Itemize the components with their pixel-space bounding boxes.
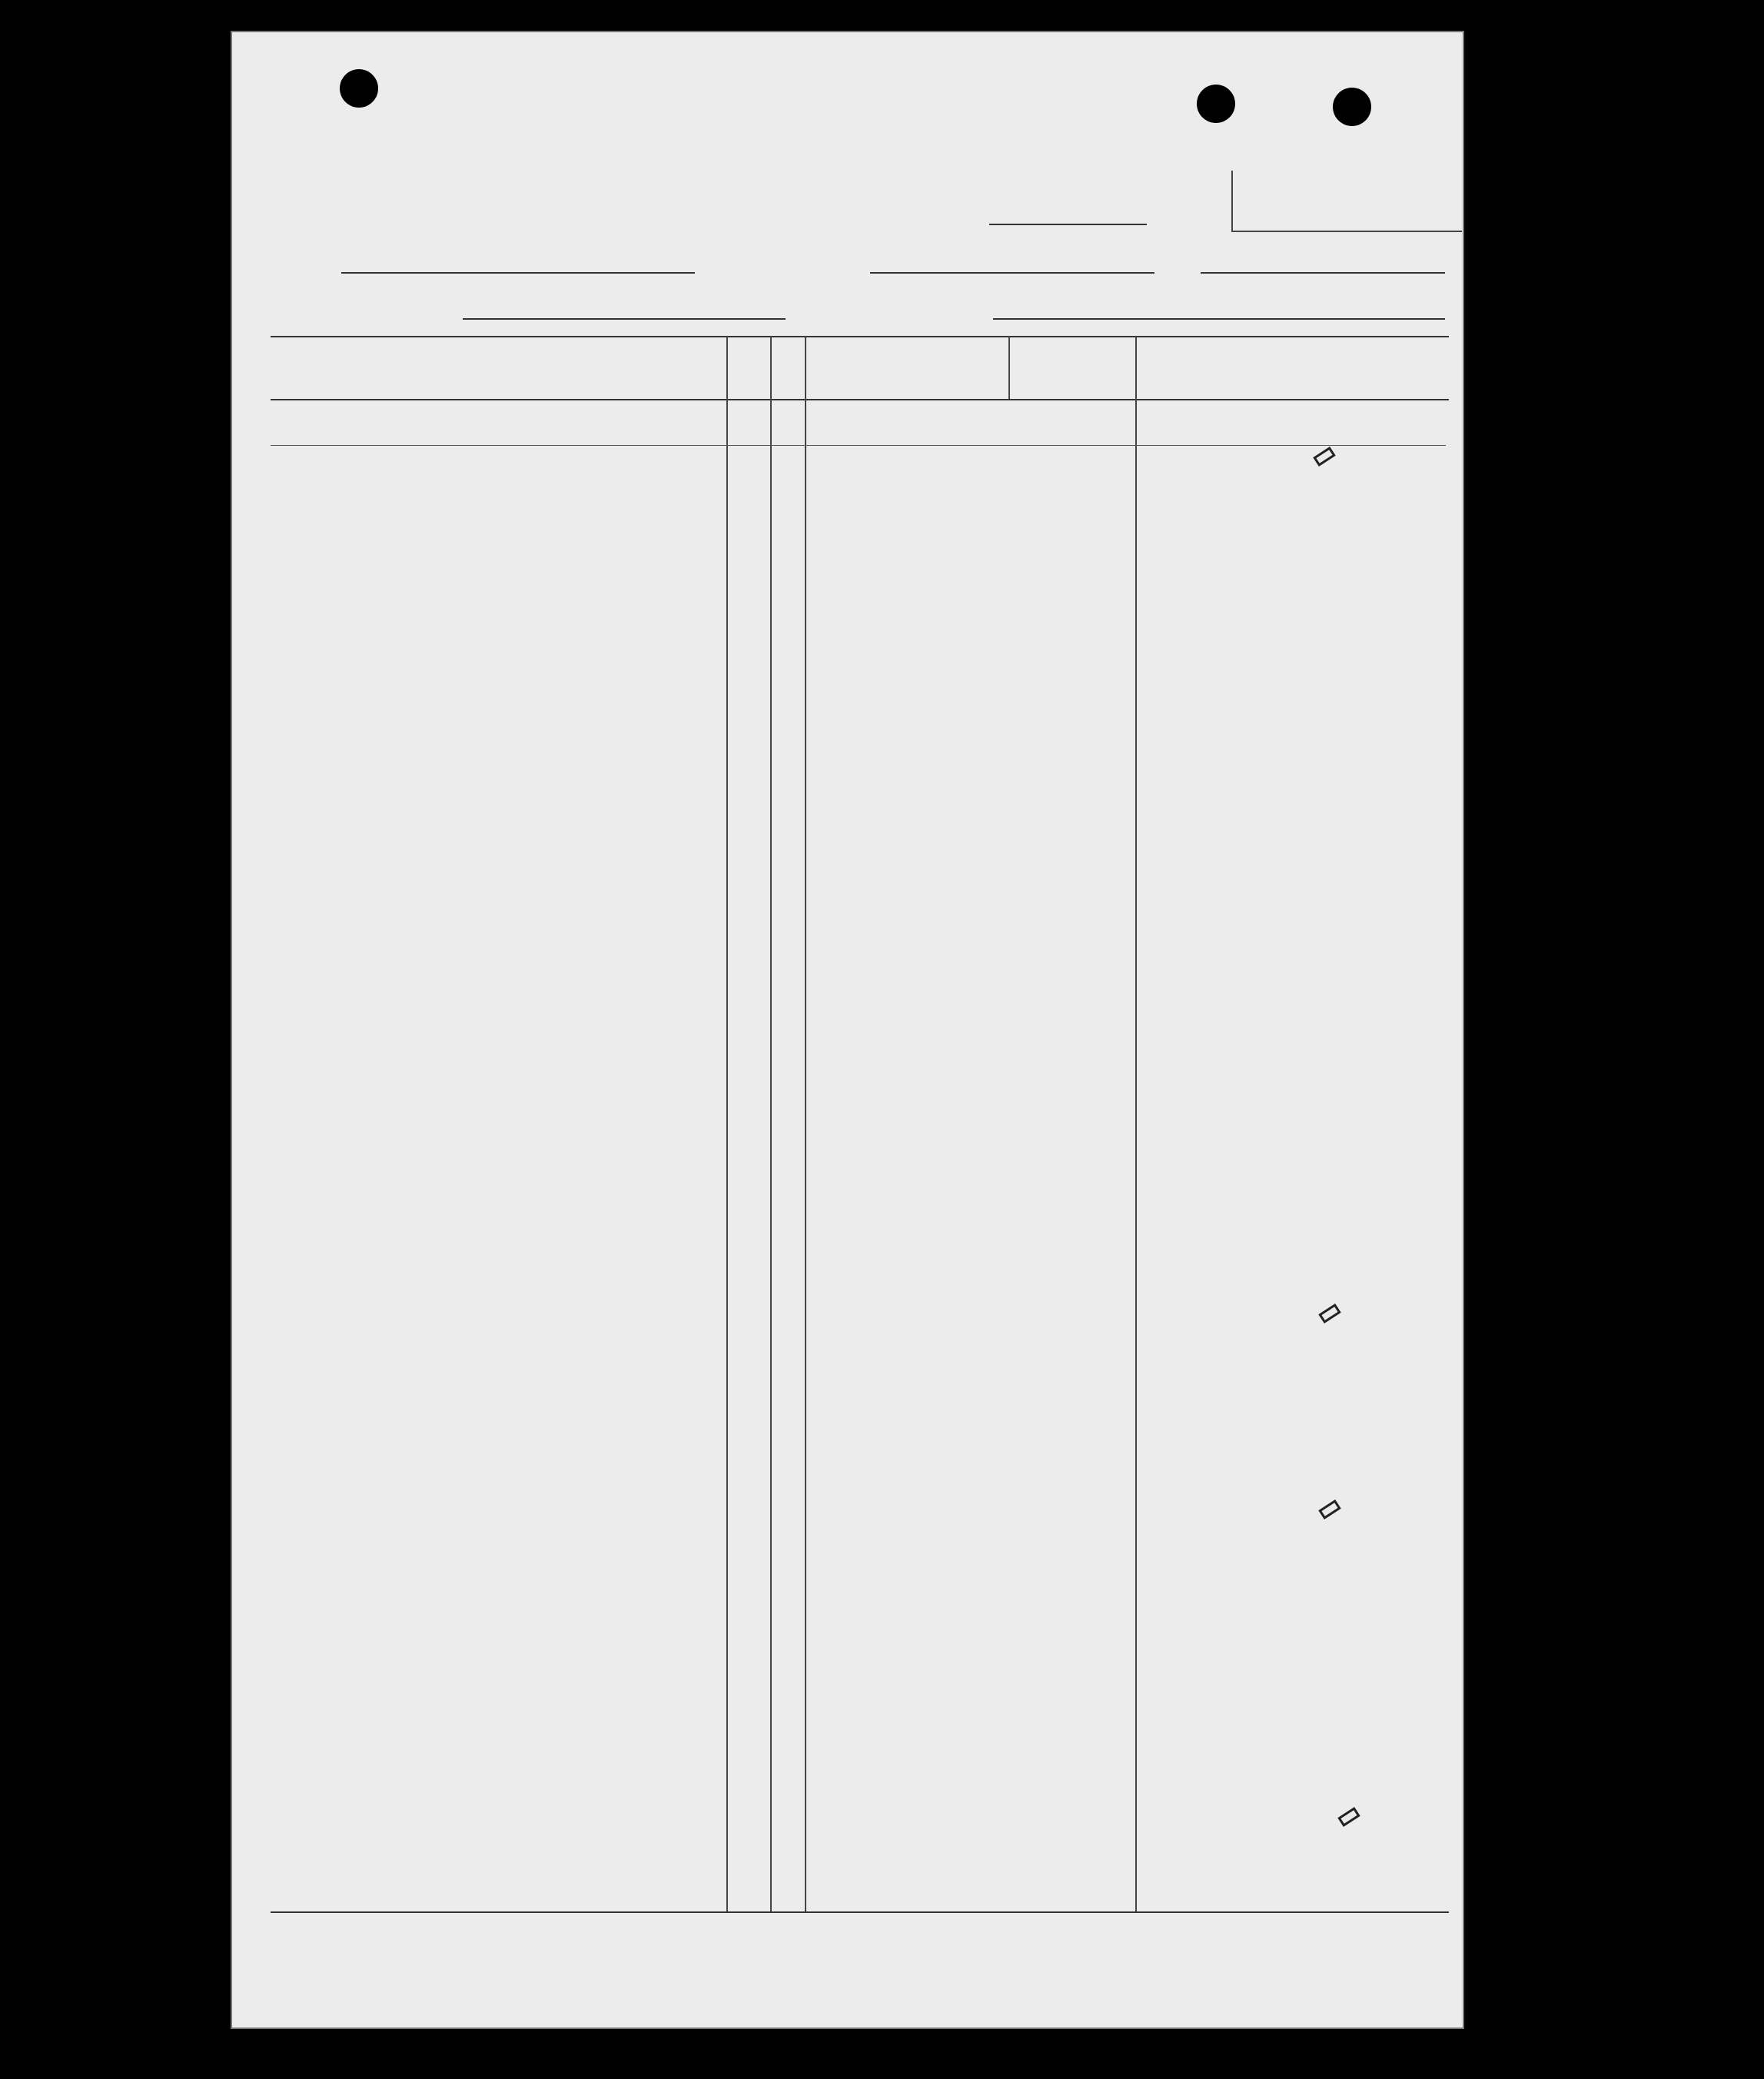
us-cit-stamp: [1318, 1304, 1340, 1323]
us-cit-stamp: [1318, 1499, 1340, 1519]
page-number-line: [989, 224, 1147, 225]
corner-box-bottom: [1231, 231, 1462, 232]
column-divider: [726, 336, 728, 1911]
punch-hole: [340, 69, 378, 108]
corner-box-left: [1231, 171, 1233, 232]
date-line: [1201, 272, 1445, 274]
manifest-page: [231, 31, 1464, 2029]
row-rule: [271, 445, 1446, 446]
punch-hole: [1333, 88, 1371, 126]
column-divider: [1008, 336, 1010, 399]
column-divider: [1135, 336, 1137, 1911]
column-divider: [805, 336, 806, 1911]
punch-hole: [1197, 85, 1235, 123]
table-bottom-rule: [271, 1911, 1449, 1913]
aircraft-line: [341, 272, 695, 274]
header-top-rule: [271, 336, 1449, 337]
column-divider: [770, 336, 772, 1911]
flight-line: [870, 272, 1154, 274]
header-bottom-rule: [271, 399, 1449, 400]
embarkation-line: [463, 318, 786, 320]
us-cit-stamp: [1313, 447, 1335, 467]
us-cit-stamp: [1337, 1807, 1360, 1827]
disembarkation-line: [993, 318, 1445, 320]
